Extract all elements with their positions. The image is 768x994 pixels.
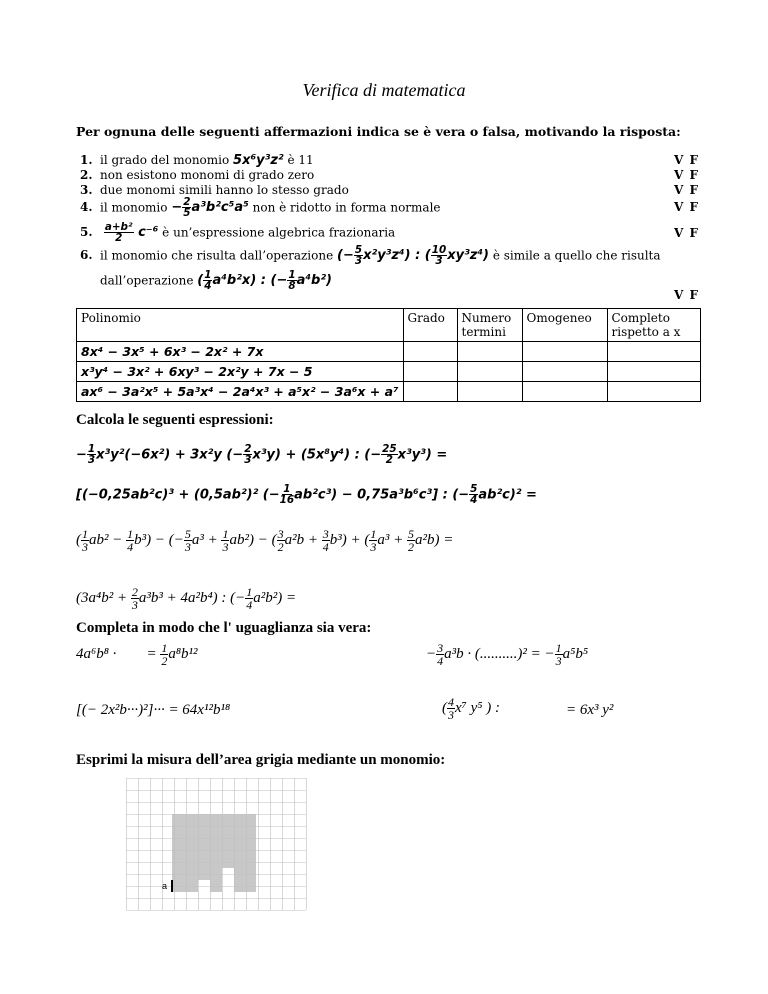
section-area: Esprimi la misura dell’area grigia mediante un monomio: [76, 752, 446, 768]
segment-a-label: a [162, 881, 168, 891]
header-numero-termini: Numero termini [457, 309, 522, 342]
header-completo: Completo rispetto a x [607, 309, 700, 342]
header-omogeneo: Omogeneo [522, 309, 607, 342]
item-6: 6. il monomio che risulta dall’operazione (− $\frac{5}{3}$ x²y³z⁴) : ( $\frac{10}{3}$ xy³z⁴) è simile a quello che risulta [80, 244, 661, 268]
item-3: 3. due monomi simili hanno lo stesso grado [80, 183, 349, 197]
complete-3: [(− 2x²b···)²]··· = 64x¹²b¹⁸ [76, 702, 231, 718]
item-1: 1. il grado del monomio 5x⁶y³z² è 11 [80, 153, 314, 168]
vf-4: V F [674, 200, 700, 214]
complete-4: ( $\frac{4}{3}$ x⁷ y⁵ ) : [442, 695, 500, 722]
header-polinomio: Polinomio [77, 309, 404, 342]
expression-3: ( $\frac{1}{3}$ ab² − $\frac{1}{4}$ b³) − (− $\frac{5}{3}$ a³ + $\frac{1}{3}$ ab²) − ( $\frac{3}{2}$ a²b + $\frac{3}{4}$ b³) + ( $\frac{1}{3}$ a³ + $\frac{5}{2}$ a²b) = [76, 527, 454, 554]
complete-2: − $\frac{3}{4}$ a³b · (..........)² = − $\frac{1}{3}$ a⁵b⁵ [426, 641, 589, 668]
vf-2: V F [674, 168, 700, 182]
expression-2: [(−0,25ab²c)³ + (0,5ab²)² (− $\frac{1}{16}$ ab²c³) − 0,75a³b⁶c³] : (− $\frac{5}{4}$ ab²c)² = [76, 483, 537, 507]
table-row: ax⁶ − 3a²x⁵ + 5a³x⁴ − 2a⁴x³ + a⁵x² − 3a⁶x + a⁷ [77, 382, 701, 402]
section-completa: Completa in modo che l' uguaglianza sia vera: [76, 620, 372, 636]
expression-1: − $\frac{1}{3}$ x³y²(−6x²) + 3x²y (− $\frac{2}{3}$ x³y) + (5x⁸y⁴) : (− $\frac{25}{2}$ x³y³) = [76, 443, 448, 467]
intro-instruction: Per ognuna delle seguenti affermazioni indica se è vera o falsa, motivando la risposta: [76, 124, 681, 139]
header-grado: Grado [403, 309, 457, 342]
item-5: 5. $\frac{\text{a+b²}}{2}$ c⁻⁶ è un’espressione algebrica frazionaria [80, 221, 396, 245]
item-4: 4. il monomio − $\frac{2}{5}$ a³b²c⁵a⁵ non è ridotto in forma normale [80, 196, 441, 220]
item-6-continued: dall’operazione ( $\frac{1}{4}$ a⁴b²x) : (− $\frac{1}{8}$ a⁴b²) [100, 269, 333, 293]
item-2: 2. non esistono monomi di grado zero [80, 168, 315, 182]
table-header-row [77, 309, 701, 342]
section-calcola: Calcola le seguenti espressioni: [76, 412, 274, 428]
table-row: x³y⁴ − 3x² + 6xy³ − 2x²y + 7x − 5 [77, 362, 701, 382]
complete-1: 4a⁶b⁸ · = $\frac{1}{2}$ a⁸b¹² [76, 641, 198, 668]
vf-6: V F [674, 288, 700, 302]
notch-right [222, 868, 234, 892]
vf-1: V F [674, 153, 700, 167]
complete-5: = 6x³ y² [566, 702, 614, 718]
grid-figure [126, 778, 310, 914]
expression-4: (3a⁴b² + $\frac{2}{3}$ a³b³ + 4a²b⁴) : (− $\frac{1}{4}$ a²b²) = [76, 585, 297, 612]
vf-5: V F [674, 226, 700, 240]
polynomial-table [76, 308, 701, 402]
notch-left [198, 880, 210, 892]
vf-3: V F [674, 183, 700, 197]
page-title: Verifica di matematica [302, 80, 466, 100]
table-row: 8x⁴ − 3x⁵ + 6x³ − 2x² + 7x [77, 342, 701, 362]
